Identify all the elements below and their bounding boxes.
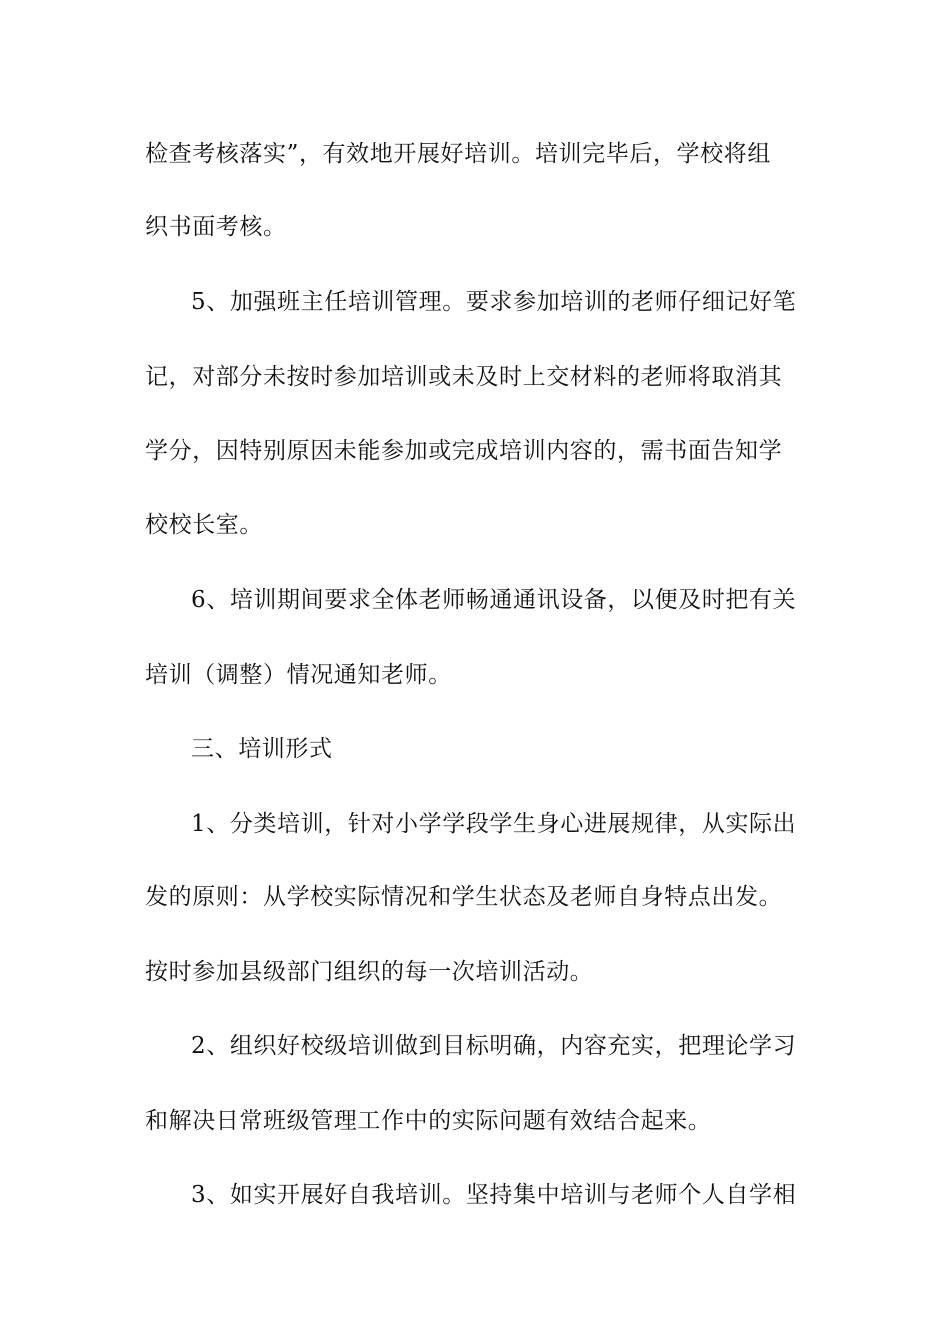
text-line: 5、加强班主任培训管理。要求参加培训的老师仔细记好笔 [191,289,797,315]
text-line: 培训（调整）情况通知老师。 [145,662,452,688]
text-line: 和解决日常班级管理工作中的实际问题有效结合起来。 [145,1108,712,1134]
text-line: 学分，因特别原因未能参加或完成培训内容的，需书面告知学 [145,438,783,464]
text-line: 3、如实开展好自我培训。坚持集中培训与老师个人自学相 [191,1182,797,1208]
text-line: 发的原则：从学校实际情况和学生状态及老师自身特点出发。 [145,884,783,910]
text-line: 6、培训期间要求全体老师畅通通讯设备，以便及时把有关 [191,587,797,613]
text-line: 记，对部分未按时参加培训或未及时上交材料的老师将取消其 [145,364,783,390]
text-line: 织书面考核。 [145,214,287,240]
text-line: 2、组织好校级培训做到目标明确，内容充实，把理论学习 [191,1033,797,1059]
text-line: 检查考核落实”，有效地开展好培训。培训完毕后，学校将组 [145,141,771,167]
section-heading: 三、培训形式 [191,736,333,762]
text-line: 按时参加县级部门组织的每一次培训活动。 [145,959,594,985]
text-line: 1、分类培训，针对小学学段学生身心进展规律，从实际出 [191,811,797,837]
text-line: 校校长室。 [145,512,263,538]
